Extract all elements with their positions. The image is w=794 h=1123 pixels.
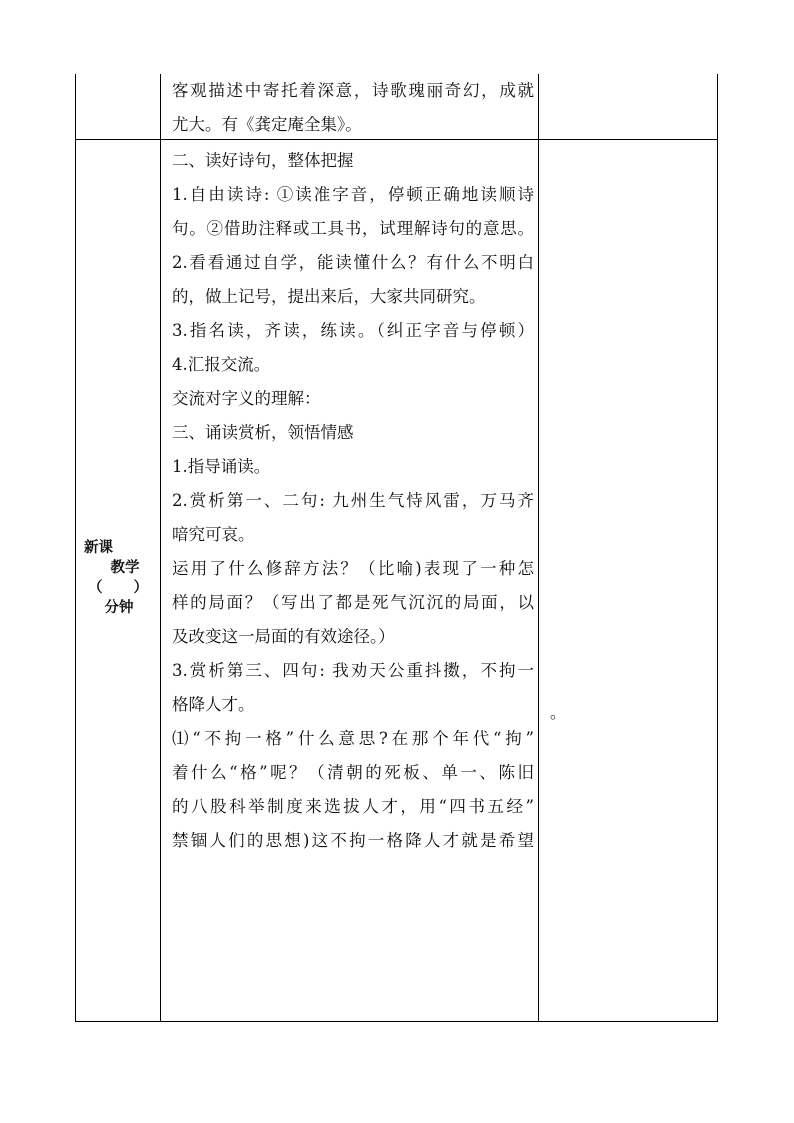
table-border-right — [717, 74, 718, 1022]
text-line: ⑴“不拘一格”什么意思?在那个年代“拘” — [172, 729, 534, 748]
text-line: 样的局面？（写出了都是死气沉沉的局面，以 — [172, 593, 534, 612]
text-line: 句。②借助注释或工具书，试理解诗句的意思。 — [172, 219, 534, 238]
text-line: 1.指导诵读。 — [172, 457, 271, 476]
table-border-bottom — [75, 1021, 718, 1022]
text-line: 及改变这一局面的有效途径。） — [172, 627, 395, 646]
text-line: 交流对字义的理解： — [172, 389, 321, 408]
text-line: 2.看看通过自学，能读懂什么？有什么不明白 — [172, 253, 534, 272]
text-line: 3.指名读，齐读，练读。（纠正字音与停顿） — [172, 321, 534, 340]
table-divider-1 — [160, 74, 161, 1022]
label-line: 新课 — [84, 539, 113, 556]
section-heading: 二、读好诗句，整体把握 — [172, 151, 354, 170]
main-cell-text — [172, 144, 534, 858]
text-line: 喑究可哀。 — [172, 525, 255, 544]
label-line: 教学 — [110, 559, 140, 576]
section-heading: 三、诵读赏析，领悟情感 — [172, 423, 354, 442]
text-line: 尤大。有《龚定庵全集》。 — [172, 115, 362, 134]
text-line: 4.汇报交流。 — [172, 355, 271, 374]
label-line: 分钟 — [104, 599, 134, 616]
text-line: 的八股科举制度来选拔人才，用“四书五经” — [172, 797, 534, 816]
text-line: 着什么“格”呢？（清朝的死板、单一、陈旧 — [172, 763, 534, 782]
paren-close: ） — [133, 579, 148, 596]
text-line: 运用了什么修辞方法？（比喻)表现了一种怎 — [172, 559, 534, 578]
text-line: 客观描述中寄托着深意，诗歌瑰丽奇幻，成就 — [172, 81, 534, 100]
minutes-blank — [76, 578, 160, 598]
text-line: 格降人才。 — [172, 695, 255, 714]
text-line: 禁锢人们的思想)这不拘一格降人才就是希望 — [172, 831, 534, 850]
right-cell-note: 。 — [550, 703, 567, 722]
section-label — [76, 538, 160, 618]
text-line: 的，做上记号，提出来后，大家共同研究。 — [172, 287, 486, 306]
paren-open: （ — [88, 579, 134, 596]
text-line: 2.赏析第一、二句: 九州生气恃风雷，万马齐 — [172, 491, 534, 510]
top-cell-text — [172, 74, 534, 142]
text-line: 3.赏析第三、四句: 我劝天公重抖擞，不拘一 — [172, 661, 534, 680]
table-divider-2 — [538, 74, 539, 1022]
text-line: 1.自由读诗: ①读准字音，停顿正确地读顺诗 — [172, 185, 534, 204]
